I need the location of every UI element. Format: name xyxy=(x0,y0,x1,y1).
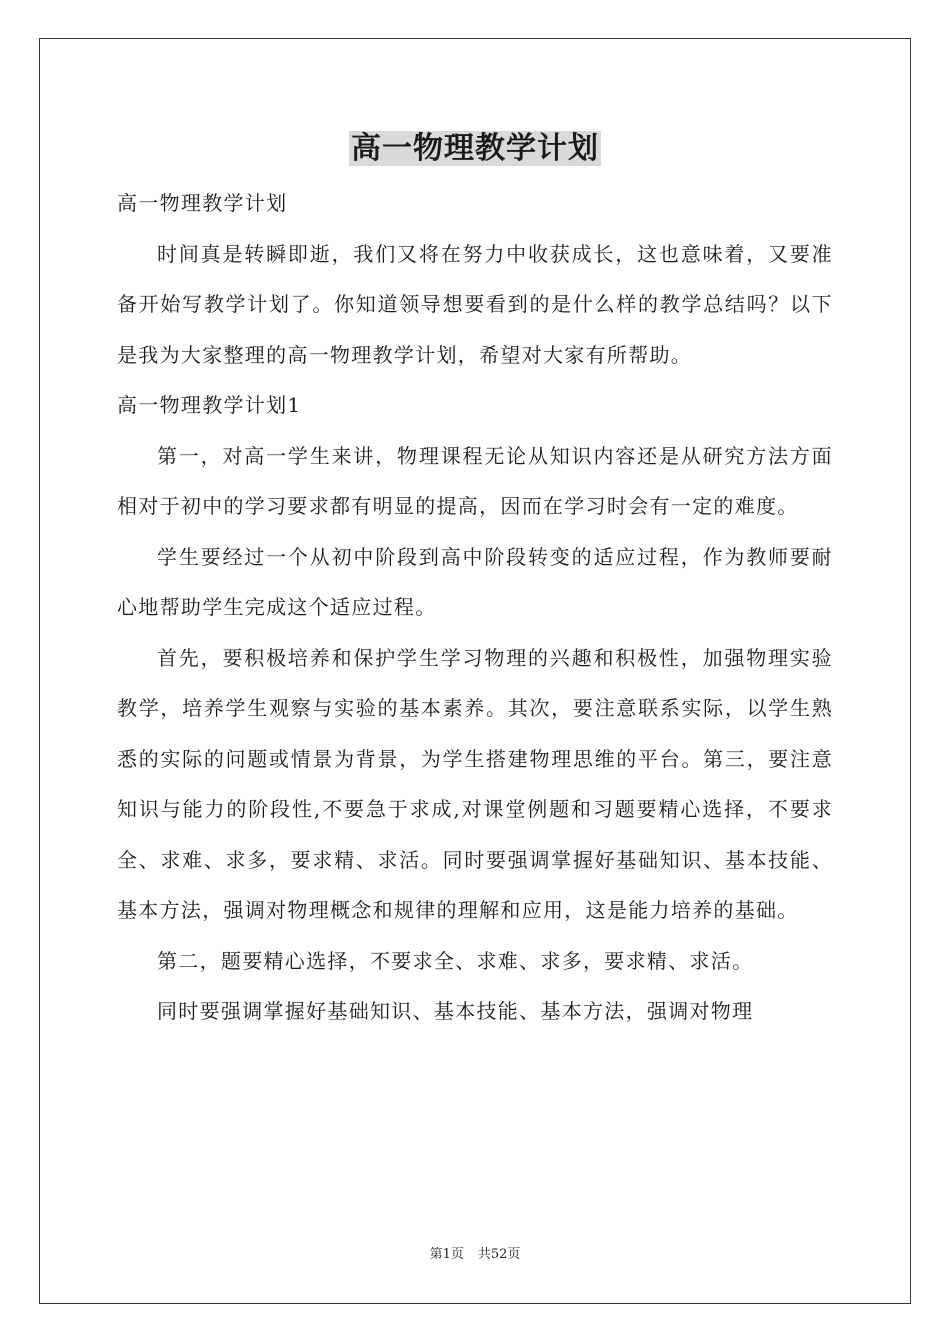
total-pages-label: 共52页 xyxy=(477,1247,521,1262)
paragraph: 首先，要积极培养和保护学生学习物理的兴趣和积极性，加强物理实验教学，培养学生观察与实验的基本素养。其次，要注意联系实际，以学生熟悉的实际的问题或情景为背景，为学生搭建物理思维的平台。第三，要注意知识与能力的阶段性,不要急于求成,对课堂例题和习题要精心选择，不要求全、求难、求多，要求精、求活。同时要强调掌握好基础知识、基本技能、基本方法，强调对物理概念和规律的理解和应用，这是能力培养的基础。 xyxy=(117,645,833,922)
document-title-text: 高一物理教学计划 xyxy=(351,131,599,166)
section-heading-1: 高一物理教学计划1 xyxy=(117,393,302,417)
document-title xyxy=(0,126,950,172)
document-body xyxy=(117,178,833,1037)
paragraph: 同时要强调掌握好基础知识、基本技能、基本方法，强调对物理 xyxy=(157,999,754,1023)
page-footer xyxy=(0,1246,950,1264)
paragraph-subtitle: 高一物理教学计划 xyxy=(117,191,288,215)
paragraph-intro: 时间真是转瞬即逝，我们又将在努力中收获成长，这也意味着，又要准备开始写教学计划了。你知道领导想要看到的是什么样的教学总结吗？以下是我为大家整理的高一物理教学计划，希望对大家有所帮助。 xyxy=(117,241,833,367)
paragraph: 学生要经过一个从初中阶段到高中阶段转变的适应过程，作为教师要耐心地帮助学生完成这个适应过程。 xyxy=(117,544,833,619)
current-page-label: 第1页 xyxy=(429,1247,464,1262)
paragraph: 第一，对高一学生来讲，物理课程无论从知识内容还是从研究方法方面相对于初中的学习要求都有明显的提高，因而在学习时会有一定的难度。 xyxy=(117,443,833,518)
paragraph: 第二，题要精心选择，不要求全、求难、求多，要求精、求活。 xyxy=(157,948,754,973)
